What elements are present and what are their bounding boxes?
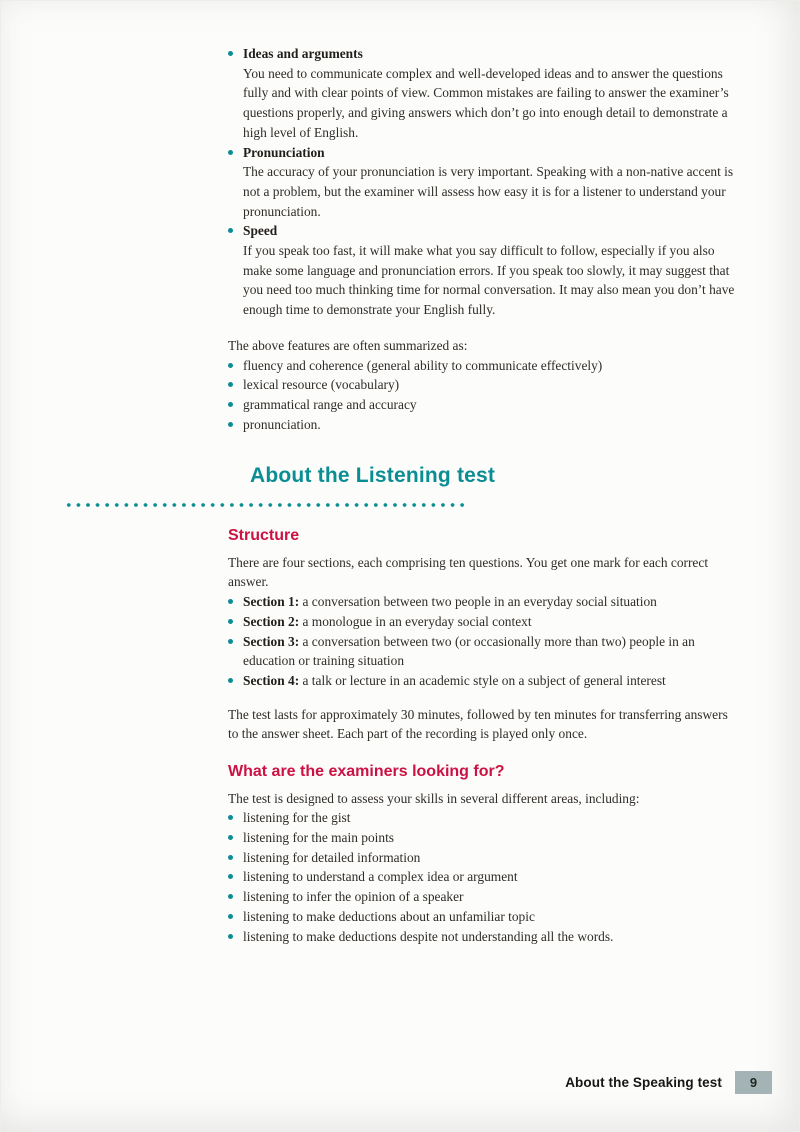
bullet-icon <box>228 639 233 644</box>
bullet-icon <box>228 934 233 939</box>
feature-title: Pronunciation <box>243 144 325 160</box>
structure-outro: The test lasts for approximately 30 minutes, followed by ten minutes for transferring answers to the answer sheet. Each part of the recording is played only once. <box>228 706 728 742</box>
skill-item: listening for the main points <box>243 829 394 845</box>
list-item <box>228 808 740 828</box>
section-item <box>243 592 657 612</box>
section-text: a conversation between two (or occasionally more than two) people in an education or training situation <box>243 633 695 669</box>
examiners-intro: The test is designed to assess your skills in several different areas, including: <box>228 790 640 806</box>
skill-item: listening for detailed information <box>243 849 421 865</box>
feature-title: Ideas and arguments <box>243 46 363 61</box>
footer-chapter-title: About the Speaking test <box>565 1075 722 1090</box>
bullet-icon <box>228 815 233 820</box>
bullet-icon <box>228 874 233 879</box>
section-label: Section 2: <box>243 613 300 629</box>
page-content <box>228 44 740 946</box>
skill-item: listening to infer the opinion of a speaker <box>243 889 464 905</box>
list-item <box>228 143 740 222</box>
feature-body: You need to communicate complex and well-developed ideas and to answer the questions fully and with clear points of view. Common mistakes are failing to answer the examiner’s questions properly, and giving answers which don’t go into enough detail to demonstrate a high level of English. <box>243 65 729 140</box>
dotted-divider <box>64 502 464 508</box>
bullet-icon <box>228 402 233 407</box>
bullet-icon <box>228 855 233 860</box>
section-text: a conversation between two people in an everyday social situation <box>299 594 657 610</box>
skill-item: listening to make deductions despite not understanding all the words. <box>243 928 614 944</box>
subheading-examiners: What are the examiners looking for? <box>228 763 505 781</box>
list-item <box>228 907 740 927</box>
page-number: 9 <box>735 1071 772 1094</box>
list-item <box>228 828 740 848</box>
section-item <box>243 671 666 691</box>
bullet-icon <box>228 599 233 604</box>
bullet-icon <box>228 363 233 368</box>
list-item <box>228 632 740 671</box>
list-item <box>228 415 740 435</box>
list-item <box>228 848 740 868</box>
summary-intro: The above features are often summarized as: <box>228 337 468 353</box>
section-label: Section 3: <box>243 633 300 649</box>
list-item <box>228 44 740 143</box>
list-item <box>228 671 740 691</box>
section-item <box>243 612 532 632</box>
section-text: a talk or lecture in an academic style on a subject of general interest <box>299 672 666 688</box>
list-item <box>228 887 740 907</box>
list-item <box>228 867 740 887</box>
feature-body: If you speak too fast, it will make what you say difficult to follow, especially if you also make some language and pronunciation errors. If you speak too slowly, it may suggest that you need too much thinking time for normal conversation. It may also mean you don’t have enough time to demonstrate your English fully. <box>243 243 735 318</box>
bullet-icon <box>228 422 233 427</box>
summary-list <box>228 356 740 435</box>
list-item <box>228 356 740 376</box>
list-item <box>228 395 740 415</box>
summary-item: fluency and coherence (general ability to communicate effectively) <box>243 357 603 373</box>
skill-item: listening for the gist <box>243 810 351 826</box>
list-item <box>228 927 740 947</box>
feature-content <box>243 143 740 222</box>
feature-title: Speed <box>243 223 278 239</box>
list-item <box>228 221 740 320</box>
bullet-icon <box>228 228 233 233</box>
bullet-icon <box>228 894 233 899</box>
section-label: Section 1: <box>243 594 300 610</box>
list-item <box>228 375 740 395</box>
bullet-icon <box>228 619 233 624</box>
summary-item: pronunciation. <box>243 416 321 432</box>
section-item <box>243 632 740 671</box>
section-label: Section 4: <box>243 672 300 688</box>
list-item <box>228 612 740 632</box>
skill-item: listening to understand a complex idea or argument <box>243 869 518 885</box>
skill-item: listening to make deductions about an unfamiliar topic <box>243 908 535 924</box>
bullet-icon <box>228 914 233 919</box>
bullet-icon <box>228 678 233 683</box>
skills-list <box>228 808 740 946</box>
feature-content <box>243 221 740 320</box>
subheading-structure: Structure <box>228 527 300 545</box>
section-text: a monologue in an everyday social context <box>299 613 532 629</box>
speaking-features-list <box>228 44 740 320</box>
chapter-heading-listening-test: About the Listening test <box>250 464 496 488</box>
summary-item: lexical resource (vocabulary) <box>243 377 400 393</box>
bullet-icon <box>228 150 233 155</box>
bullet-icon <box>228 835 233 840</box>
list-item <box>228 592 740 612</box>
structure-intro: There are four sections, each comprising ten questions. You get one mark for each correct answer. <box>228 554 709 590</box>
feature-body: The accuracy of your pronunciation is very important. Speaking with a non-native accent is not a problem, but the examiner will assess how easy it is for a listener to understand your pronunciation. <box>243 164 734 219</box>
bullet-icon <box>228 51 233 56</box>
bullet-icon <box>228 382 233 387</box>
summary-item: grammatical range and accuracy <box>243 396 417 412</box>
feature-content <box>243 44 740 143</box>
sections-list <box>228 592 740 691</box>
page-footer <box>565 1071 772 1094</box>
